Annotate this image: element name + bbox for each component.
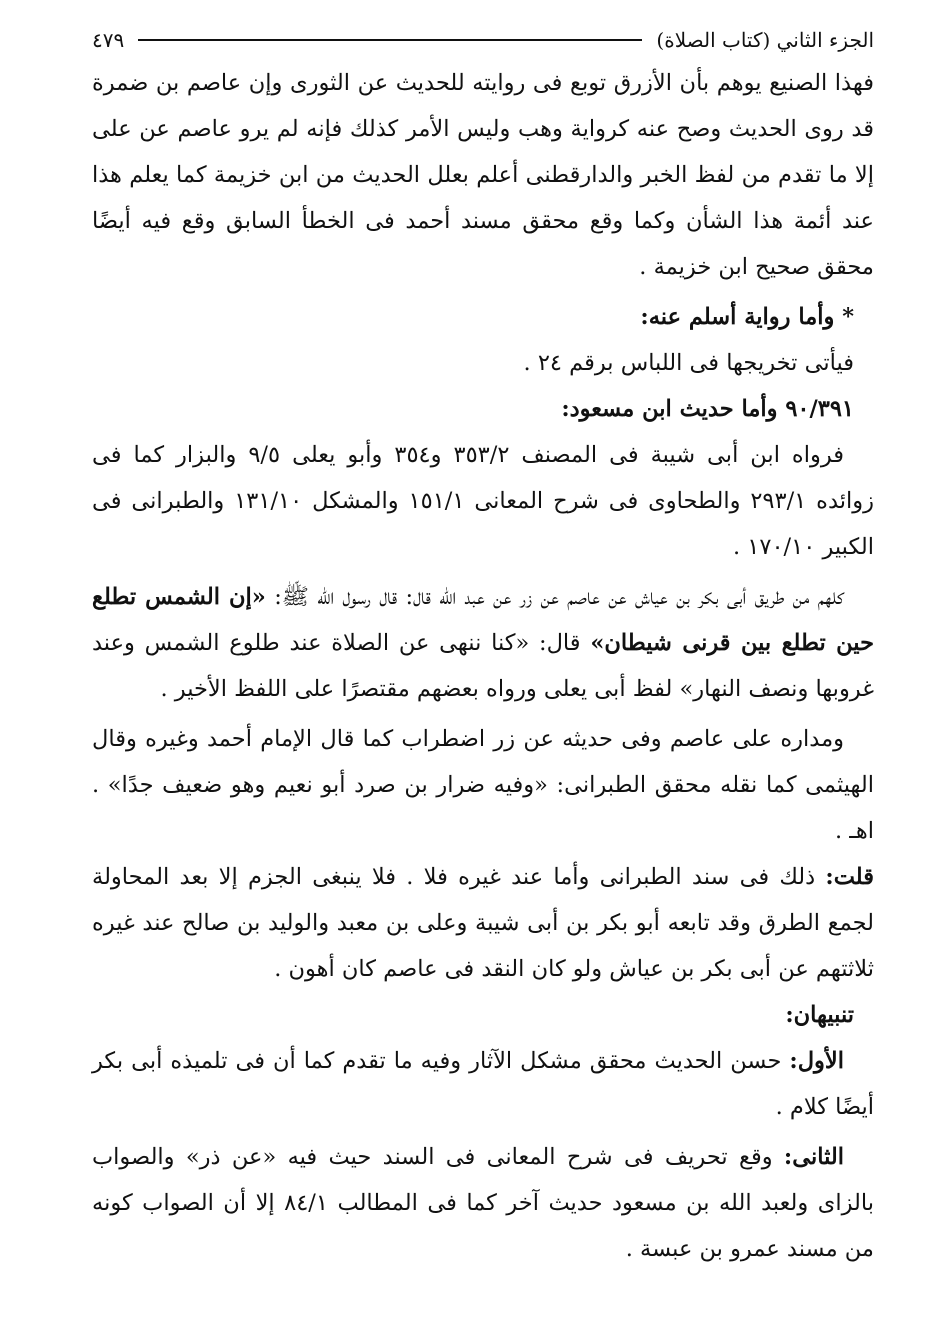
ibn-masud-heading: ٩٠/٣٩١ وأما حديث ابن مسعود: [561,396,854,422]
note-second [92,1134,874,1272]
running-title: الجزء الثاني (كتاب الصلاة) [656,28,874,52]
paragraph-2: فرواه ابن أبى شيبة فى المصنف ٣٥٣/٢ و٣٥٤ وأبو يعلى ٩/٥ والبزار كما فى زوائده ٢٩٣/١ والطحاوى فى شرح المعانى ١٥١/١ والمشكل ١٣١/١٠ والطبرانى فى الكبير ١٧٠/١٠ . [92,442,875,560]
qultu-label: قلت: [825,864,874,890]
note-second-text: وقع تحريف فى شرح المعانى فى السند حيث فيه «عن ذر» والصواب بالزاى ولعبد الله بن مسعود حديث آخر كما فى المطالب ٨٤/١ إلا أن الصواب كونه من مسند عمرو بن عبسة . [92,1144,874,1262]
paragraph-3-rest: قال: «كنا ننهى عن الصلاة عند طلوع الشمس وعند غروبها ونصف النهار» لفظ أبى يعلى ورواه بعضهم مقتصرًا على اللفظ الأخير . [92,630,874,702]
star-icon: * [842,304,854,330]
paragraph-5-text: ذلك فى سند الطبرانى وأما عند غيره فلا . فلا ينبغى الجزم إلا بعد المحاولة لجمع الطرق وقد تابعه أبو بكر بن أبى شيبة وعلى بن معبد والوليد بن صالح عند غيره ثلاثتهم عن أبى بكر بن عياش ولو كان النقد فى عاصم كان أهون . [92,864,874,982]
page-header [92,20,874,60]
aslam-text: فيأتى تخريجها فى اللباس برقم ٢٤ . [523,350,854,376]
hadith-quote: «إن الشمس تطلع حين تطلع بين قرنى شيطان» [92,584,874,656]
note-first [92,1038,874,1130]
note-second-label: الثانى: [783,1144,844,1170]
note-first-label: الأول: [789,1048,844,1074]
paragraph-4: ومداره على عاصم وفى حديثه عن زر اضطراب كما قال الإمام أحمد وغيره وقال الهيثمى كما نقله محقق الطبرانى: «وفيه ضرار بن صرد أبو نعيم وهو ضعيف جدًا» . اهـ . [92,726,874,844]
page-body [92,60,874,1272]
page-number: ٤٧٩ [92,28,125,52]
paragraph-3-intro: كلهم من طريق أبى بكر بن عياش عن عاصم عن زر عن عبد الله قال: قال رسول الله ﷺ: [265,584,844,610]
aslam-heading [92,294,874,340]
paragraph-1: فهذا الصنيع يوهم بأن الأزرق توبع فى روايته للحديث عن الثورى وإن عاصم بن ضمرة قد روى الحديث وصح عنه كرواية وهب وليس الأمر كذلك فإنه لم يرو عاصم عن على إلا ما تقدم من لفظ الخبر والدارقطنى أعلم بعلل الحديث من ابن خزيمة كما يعلم هذا عند أئمة هذا الشأن وكما وقع محقق مسند أحمد فى الخطأ السابق وقع فيه أيضًا محقق صحيح ابن خزيمة . [92,70,874,280]
paragraph-5 [92,854,874,992]
aslam-heading-text: وأما رواية أسلم عنه: [640,304,835,330]
header-rule [138,39,642,41]
paragraph-3 [92,574,874,712]
note-first-text: حسن الحديث محقق مشكل الآثار وفيه ما تقدم كما أن فى تلميذه أبى بكر أيضًا كلام . [92,1048,874,1120]
notes-heading: تنبيهان: [785,1002,854,1028]
